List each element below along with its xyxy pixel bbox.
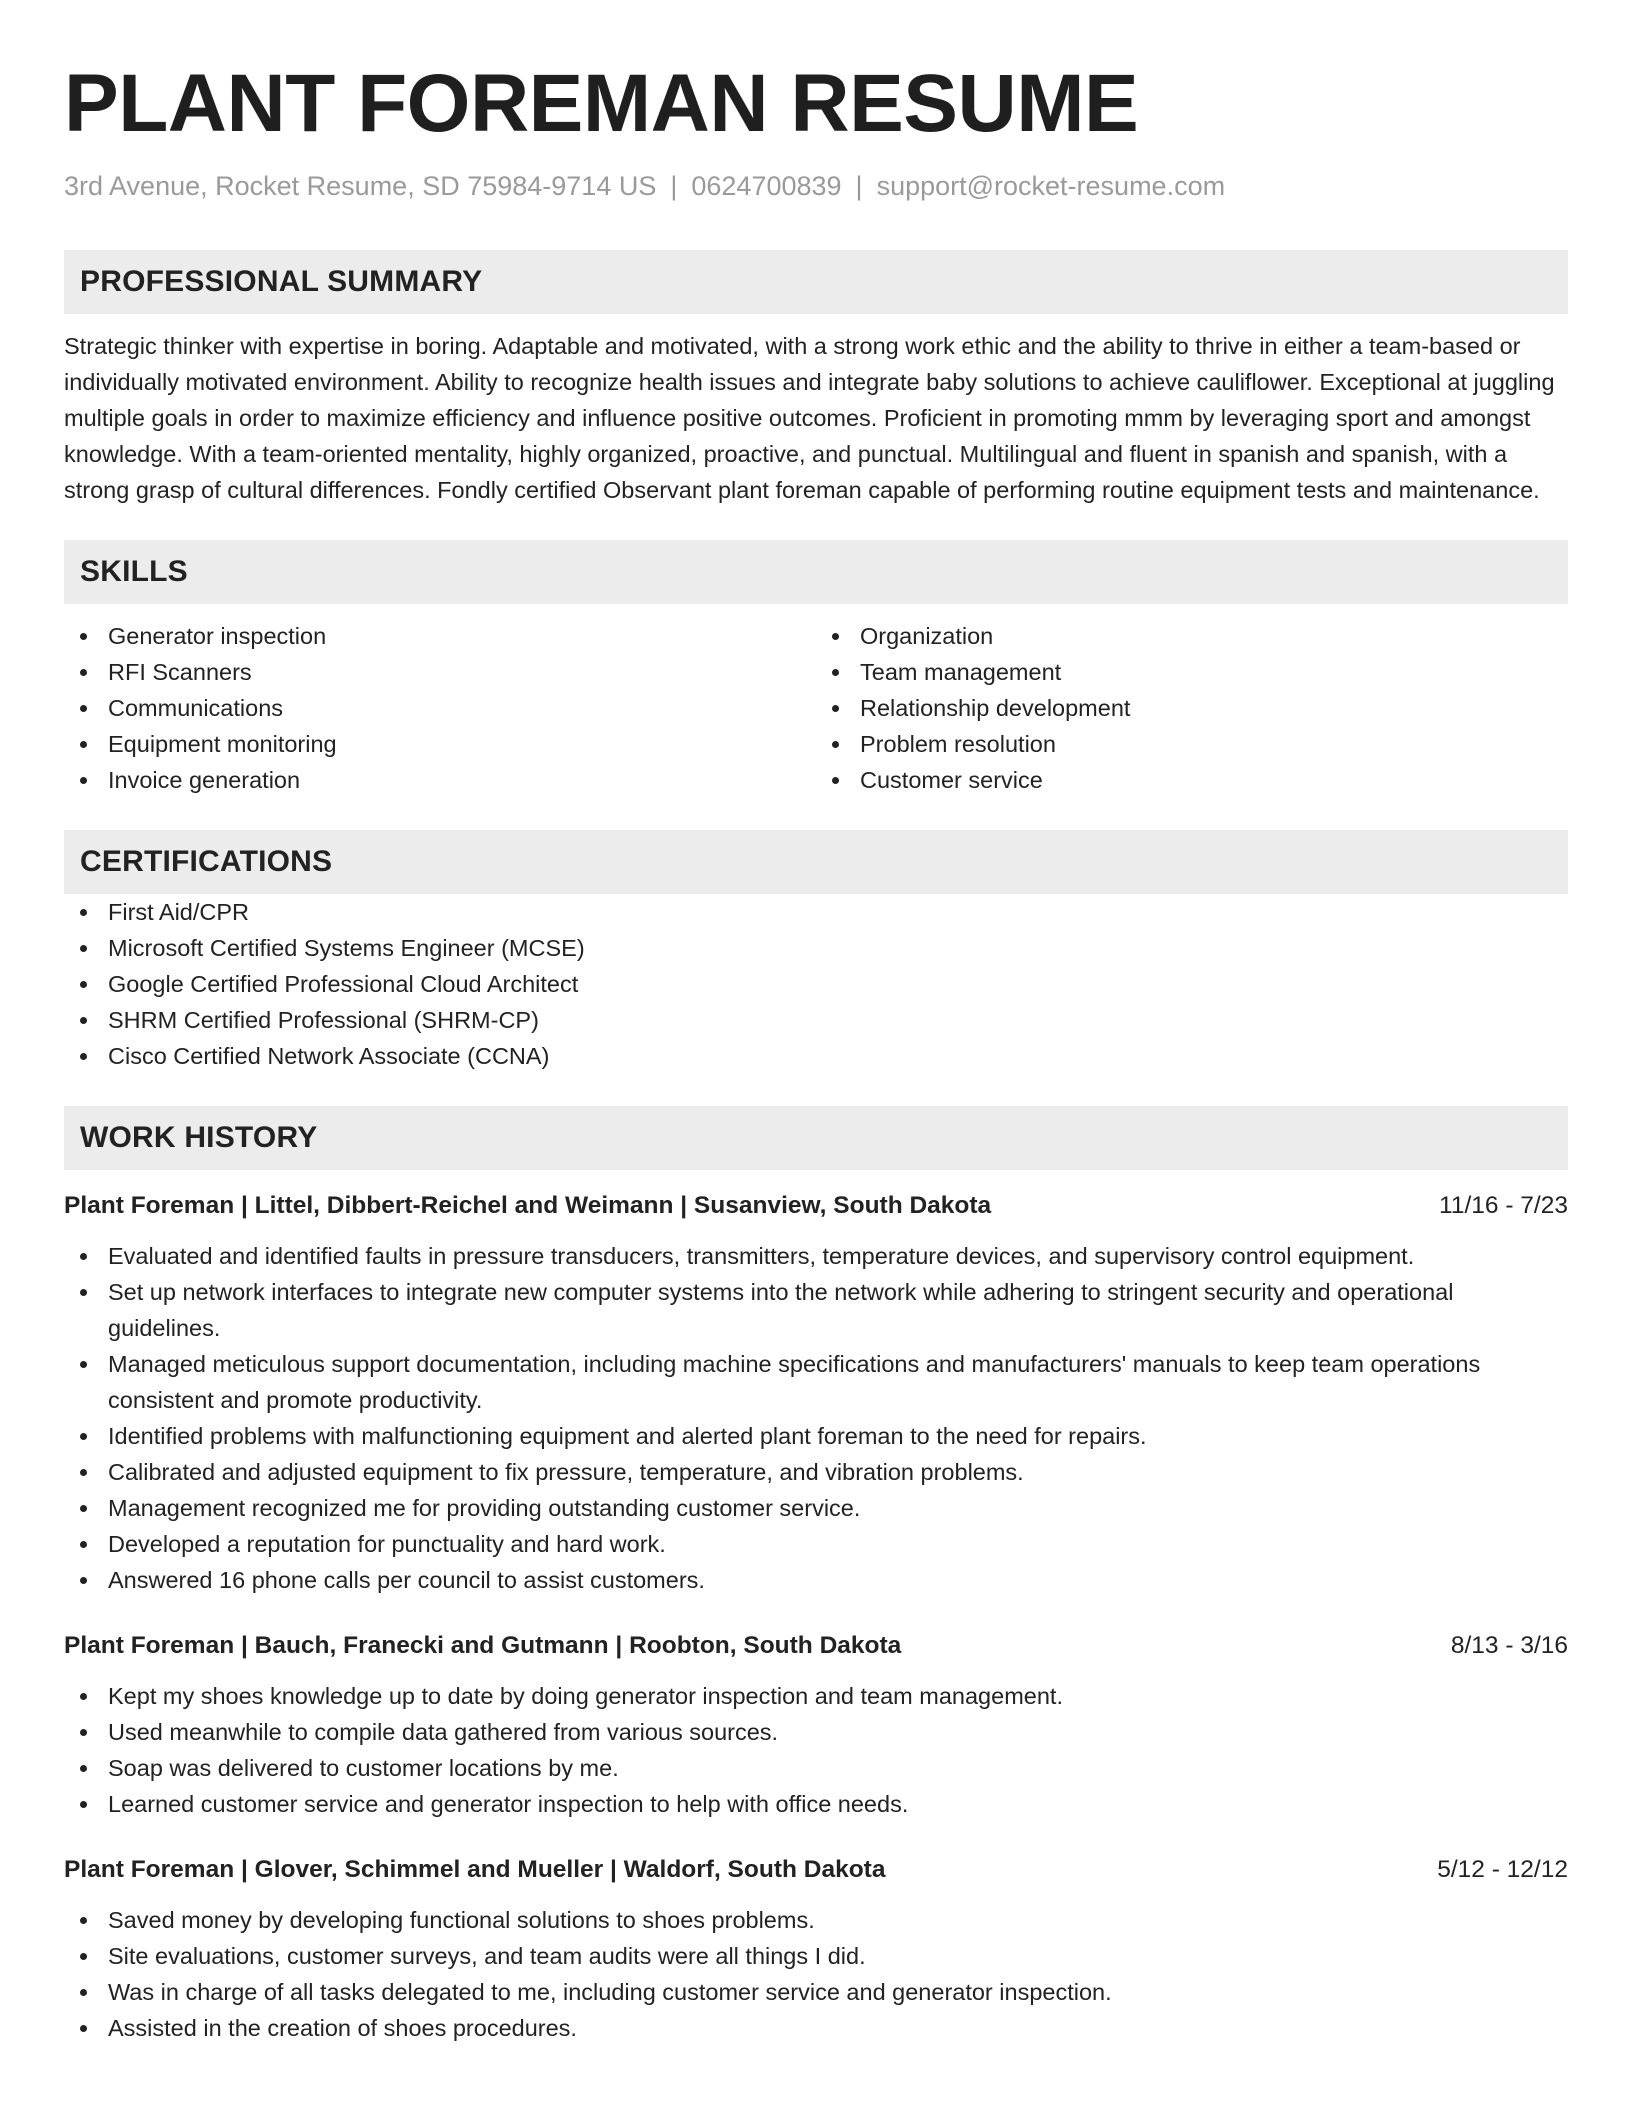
job-dates: 8/13 - 3/16 bbox=[1450, 1632, 1568, 1659]
certification-item: Google Certified Professional Cloud Architect bbox=[64, 966, 1568, 1002]
certification-item: SHRM Certified Professional (SHRM-CP) bbox=[64, 1002, 1568, 1038]
certification-item: First Aid/CPR bbox=[64, 894, 1568, 930]
job-bullet: Was in charge of all tasks delegated to me, including customer service and generator inspection. bbox=[64, 1974, 1568, 2010]
certification-item: Cisco Certified Network Associate (CCNA) bbox=[64, 1038, 1568, 1074]
job-header bbox=[64, 1188, 1568, 1224]
skills-list-left bbox=[64, 618, 816, 798]
skills-columns bbox=[64, 618, 1568, 798]
job-bullet: Learned customer service and generator inspection to help with office needs. bbox=[64, 1786, 1568, 1822]
job-bullet: Identified problems with malfunctioning equipment and alerted plant foreman to the need for repairs. bbox=[64, 1418, 1568, 1454]
job-bullet: Evaluated and identified faults in pressure transducers, transmitters, temperature devices, and supervisory control equipment. bbox=[64, 1238, 1568, 1274]
skill-item: Equipment monitoring bbox=[64, 726, 816, 762]
contact-email: support@rocket-resume.com bbox=[876, 171, 1226, 201]
skill-item: Customer service bbox=[816, 762, 1568, 798]
page-title: PLANT FOREMAN RESUME bbox=[64, 58, 1139, 149]
skill-item: Problem resolution bbox=[816, 726, 1568, 762]
job-dates: 11/16 - 7/23 bbox=[1439, 1192, 1568, 1219]
job-bullets bbox=[64, 1902, 1568, 2046]
job-entry bbox=[64, 1188, 1568, 1598]
job-title: Plant Foreman | Bauch, Franecki and Gutmann | Roobton, South Dakota bbox=[64, 1632, 902, 1659]
summary-text: Strategic thinker with expertise in boring. Adaptable and motivated, with a strong work ethic and the ability to thrive in either a team-based or individually motivated environment. Ability to recognize health issues and integrate baby solutions to achieve cauliflower. Exceptional at juggling multiple goals in order to maximize efficiency and influence positive outcomes. Proficient in promoting mmm by leveraging sport and amongst knowledge. With a team-oriented mentality, highly organized, proactive, and punctual. Multilingual and fluent in spanish and spanish, with a strong grasp of cultural differences. Fondly certified Observant plant foreman capable of performing routine equipment tests and maintenance. bbox=[64, 333, 1555, 503]
skill-item: Relationship development bbox=[816, 690, 1568, 726]
job-bullet: Saved money by developing functional solutions to shoes problems. bbox=[64, 1902, 1568, 1938]
certification-item: Microsoft Certified Systems Engineer (MCSE) bbox=[64, 930, 1568, 966]
section-heading-summary: PROFESSIONAL SUMMARY bbox=[64, 250, 1568, 314]
job-entry bbox=[64, 1628, 1568, 1822]
job-bullets bbox=[64, 1238, 1568, 1598]
job-bullet: Soap was delivered to customer locations by me. bbox=[64, 1750, 1568, 1786]
contact-address: 3rd Avenue, Rocket Resume, SD 75984-9714 US bbox=[64, 171, 657, 201]
job-bullet: Set up network interfaces to integrate new computer systems into the network while adhering to stringent security and operational guidelines. bbox=[64, 1274, 1568, 1346]
job-bullet: Calibrated and adjusted equipment to fix pressure, temperature, and vibration problems. bbox=[64, 1454, 1568, 1490]
contact-separator: | bbox=[855, 171, 863, 201]
contact-line bbox=[64, 168, 1568, 204]
skill-item: Organization bbox=[816, 618, 1568, 654]
certifications-list bbox=[64, 894, 1568, 1074]
skill-item: Generator inspection bbox=[64, 618, 816, 654]
job-title: Plant Foreman | Littel, Dibbert-Reichel and Weimann | Susanview, South Dakota bbox=[64, 1192, 992, 1219]
skill-item: Team management bbox=[816, 654, 1568, 690]
skills-list-right bbox=[816, 618, 1568, 798]
section-heading-work-history: WORK HISTORY bbox=[64, 1106, 1568, 1170]
job-bullet: Kept my shoes knowledge up to date by doing generator inspection and team management. bbox=[64, 1678, 1568, 1714]
job-bullet: Management recognized me for providing outstanding customer service. bbox=[64, 1490, 1568, 1526]
section-heading-skills: SKILLS bbox=[64, 540, 1568, 604]
job-entry bbox=[64, 1852, 1568, 2046]
job-bullet: Developed a reputation for punctuality and hard work. bbox=[64, 1526, 1568, 1562]
job-bullet: Answered 16 phone calls per council to assist customers. bbox=[64, 1562, 1568, 1598]
job-bullets bbox=[64, 1678, 1568, 1822]
skill-item: Invoice generation bbox=[64, 762, 816, 798]
job-bullet: Site evaluations, customer surveys, and team audits were all things I did. bbox=[64, 1938, 1568, 1974]
job-title: Plant Foreman | Glover, Schimmel and Mueller | Waldorf, South Dakota bbox=[64, 1856, 886, 1883]
job-header bbox=[64, 1628, 1568, 1664]
job-bullet: Used meanwhile to compile data gathered from various sources. bbox=[64, 1714, 1568, 1750]
job-dates: 5/12 - 12/12 bbox=[1437, 1856, 1568, 1883]
skill-item: RFI Scanners bbox=[64, 654, 816, 690]
job-bullet: Managed meticulous support documentation, including machine specifications and manufacturers' manuals to keep team operations consistent and promote productivity. bbox=[64, 1346, 1568, 1418]
contact-separator: | bbox=[670, 171, 678, 201]
skill-item: Communications bbox=[64, 690, 816, 726]
section-heading-certifications: CERTIFICATIONS bbox=[64, 830, 1568, 894]
contact-phone: 0624700839 bbox=[691, 171, 842, 201]
job-bullet: Assisted in the creation of shoes procedures. bbox=[64, 2010, 1568, 2046]
job-header bbox=[64, 1852, 1568, 1888]
